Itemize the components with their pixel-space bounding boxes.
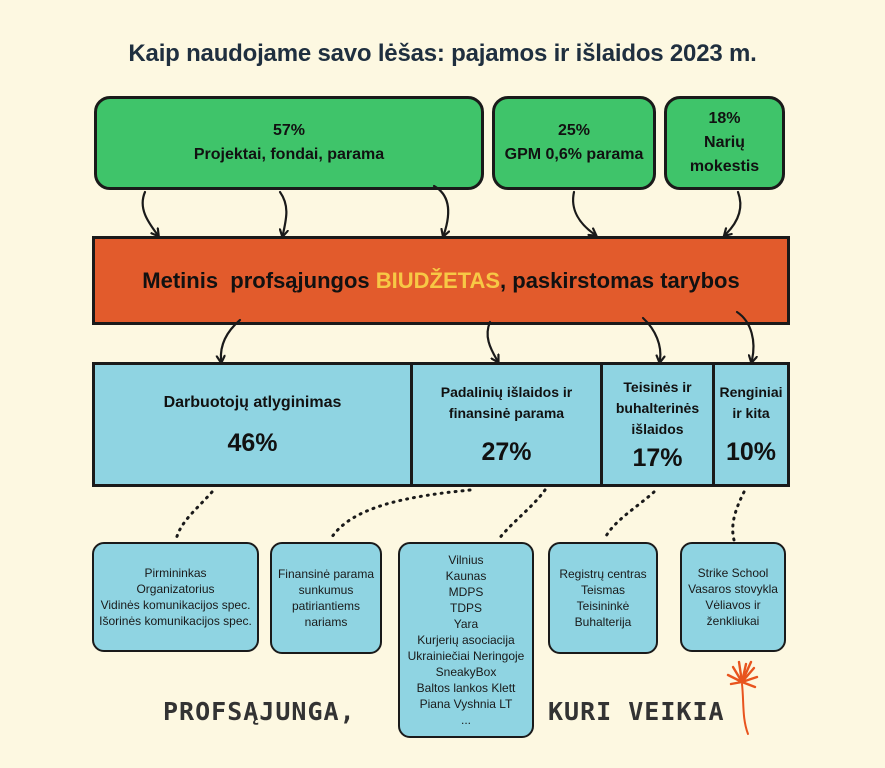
flower-icon <box>728 662 757 734</box>
expense-percent: 46% <box>227 428 278 457</box>
detail-line: Baltos lankos Klett <box>416 681 516 695</box>
income-box-projects <box>94 96 484 190</box>
arrow <box>726 192 740 234</box>
expense-label-line: ir kita <box>732 405 770 421</box>
budget-highlight: BIUDŽETAS <box>375 267 501 293</box>
detail-line: patiriantiems <box>291 599 361 613</box>
detail-line: Piana Vyshnia LT <box>419 697 513 711</box>
income-box-membership <box>664 96 785 190</box>
detail-line: Vėliavos ir <box>705 598 761 612</box>
detail-line: ženkliukai <box>706 614 760 628</box>
page-title: Kaip naudojame savo lėšas: pajamos ir išlaidos 2023 m. <box>128 40 757 67</box>
expense-percent: 17% <box>632 443 683 472</box>
budget-bar <box>92 236 790 325</box>
income-label-line: mokestis <box>689 158 760 175</box>
expense-label-line: Renginiai <box>719 384 783 400</box>
arrow <box>488 322 497 360</box>
detail-line: Buhalterija <box>574 615 632 629</box>
detail-line: Vidinės komunikacijos spec. <box>100 598 251 612</box>
detail-line: Pirmininkas <box>144 566 207 580</box>
detail-box-units <box>398 542 534 738</box>
income-percent: 57% <box>272 122 306 139</box>
expense-label-line: išlaidos <box>631 420 684 437</box>
income-percent: 18% <box>708 110 741 127</box>
expense-label-line: Padalinių išlaidos ir <box>440 384 573 400</box>
detail-line: Finansinė parama <box>277 567 375 581</box>
detail-line: Strike School <box>697 566 769 580</box>
income-box-gpm <box>492 96 656 190</box>
detail-line: sunkumus <box>298 583 354 597</box>
detail-box-salaries <box>92 542 259 652</box>
detail-line: Registrų centras <box>559 567 647 581</box>
detail-line: Teismas <box>580 583 625 597</box>
expense-label-line: buhalterinės <box>615 399 700 416</box>
detail-line: Organizatorius <box>136 582 215 596</box>
dotted-connector <box>176 492 212 540</box>
expense-percent: 10% <box>725 438 777 466</box>
income-label: GPM 0,6% parama <box>504 146 644 163</box>
expense-percent: 27% <box>481 438 532 466</box>
detail-line: Vasaros stovykla <box>688 582 778 596</box>
expense-box-legal <box>600 362 715 487</box>
arrow <box>280 192 286 234</box>
budget-text-start: Metinis profsąjungos <box>142 267 376 293</box>
income-percent: 25% <box>557 122 591 139</box>
dotted-connector <box>604 492 654 540</box>
detail-line: Yara <box>453 617 479 631</box>
dotted-connector <box>733 492 744 540</box>
arrow <box>434 186 448 234</box>
detail-line: Vilnius <box>448 553 484 567</box>
detail-box-support <box>270 542 382 654</box>
detail-line: Išorinės komunikacijos spec. <box>99 614 252 628</box>
arrow <box>143 192 157 234</box>
dotted-connector <box>330 490 470 540</box>
arrow <box>221 320 240 360</box>
detail-line: Kaunas <box>445 569 487 583</box>
detail-line: Kurjerių asociacija <box>417 633 515 647</box>
income-label: Projektai, fondai, parama <box>193 146 385 163</box>
detail-line: ... <box>460 713 471 727</box>
detail-line: Ukrainiečiai Neringoje <box>407 649 525 663</box>
budget-text-end: , paskirstomas tarybos <box>500 267 740 293</box>
expense-label-line: Teisinės ir <box>623 378 692 395</box>
slogan-right: KURI VEIKIA <box>548 697 725 726</box>
dotted-connector <box>498 490 545 540</box>
expense-box-units <box>410 362 603 487</box>
detail-line: nariams <box>304 615 348 629</box>
expense-label: Darbuotojų atlyginimas <box>163 393 342 411</box>
income-label-line: Narių <box>704 134 745 151</box>
detail-line: MDPS <box>448 585 484 599</box>
expense-label-line: finansinė parama <box>448 405 565 421</box>
detail-line: Teisininkė <box>576 599 630 613</box>
expense-box-salaries <box>92 362 413 487</box>
detail-line: SneakyBox <box>435 665 497 679</box>
detail-line: TDPS <box>449 601 482 615</box>
slogan-left: PROFSĄJUNGA, <box>163 697 356 726</box>
detail-box-legal <box>548 542 658 654</box>
detail-box-events <box>680 542 786 652</box>
expense-box-events <box>712 362 790 487</box>
arrow <box>573 192 594 234</box>
